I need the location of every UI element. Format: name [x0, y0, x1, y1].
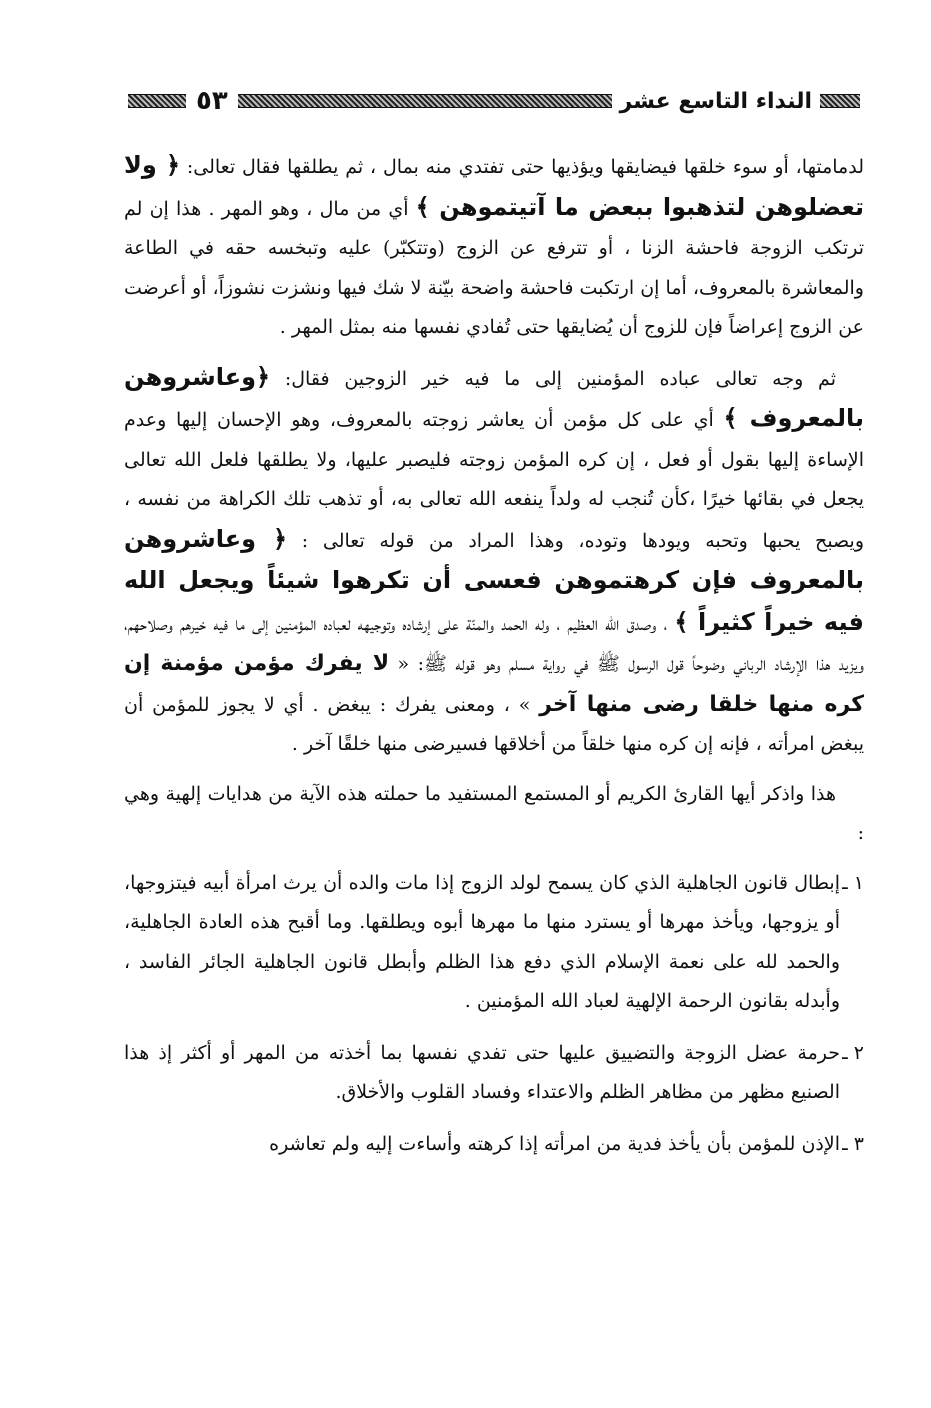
quran-verse-1: ﴿ ولا تعضلوهن لتذهبوا ببعض ما آتيتموهن ﴾	[124, 151, 865, 221]
paragraph-1	[124, 146, 864, 348]
quran-verse-2: ﴿وعاشروهن بالمعروف ﴾	[124, 362, 864, 432]
list-item-text: إبطال قانون الجاهلية الذي كان يسمح لولد الزوج إذا مات والده أن يرث امرأة أبيه فيتزوجها، أو يزوجها، ويأخذ مهرها أو يسترد منها ما مهرها أبوه ويطلقها. وما أقبح هذه العادة الجاهلية، والحمد لله على نعمة الإسلام الذي دفع هذا الظلم وأبطل قانون الجاهلية الجائر الفاسد ، وأبدله بقانون الرحمة الإلهية لعباد الله المؤمنين .	[124, 871, 840, 1012]
page-number: ٥٣	[196, 86, 228, 116]
header-ornament-bar-right	[820, 94, 860, 108]
paragraph-2-text-c: ، وصدق الله العظيم ، وله الحمد والمنّة على إرشاده وتوجيهه لعباده المؤمنين إلى ما فيه خيرهم وصلاحهم، ويزيد هذا الإرشاد الرباني وضوحاً قول الرسول ﷺ في رواية مسلم وهو قوله ﷺ: «	[124, 612, 864, 675]
list-item-number: ١ ـ	[842, 871, 864, 894]
paragraph-1-text-a: لدمامتها، أو سوء خلقها فيضايقها ويؤذيها حتى تفتدي منه بمال ، ثم يطلقها فقال تعالى:	[180, 156, 864, 178]
paragraph-2-text-b: أي على كل مؤمن أن يعاشر زوجته بالمعروف، وهو الإحسان إليها وعدم الإساءة إليها بقول أو فعل ، إن كره المؤمن زوجته فليصبر عليها، ولا يطلقها فلعل الله تعالى يجعل في بقائها خيرًا ،كأن تُنجب له ولداً ينفعه الله تعالى به، أو تذهب تلك الكراهة من نفسه ، ويصبح يحبها وتحبه ويودها وتوده، وهذا المراد من قوله تعالى :	[124, 409, 864, 552]
quran-verse-3: ﴿ وعاشروهن بالمعروف فإن كرهتموهن فعسى أن تكرهوا شيئاً ويجعل الله فيه خيراً كثيراً ﴾	[124, 524, 864, 636]
list-item	[124, 1125, 864, 1165]
hadith-quote: لا يفرك مؤمن مؤمنة إن كره منها خلقا رضى منها آخر	[124, 651, 864, 717]
paragraph-2-text-a: ثم وجه تعالى عباده المؤمنين إلى ما فيه خير الزوجين فقال:	[270, 367, 836, 390]
list-item	[124, 1034, 864, 1113]
list-item	[124, 864, 864, 1022]
paragraph-2	[124, 358, 864, 765]
list-item-text: الإذن للمؤمن بأن يأخذ فدية من امرأته إذا كرهته وأساءت إليه ولم تعاشره	[269, 1132, 840, 1155]
list-item-number: ٢ ـ	[842, 1041, 864, 1064]
running-header	[128, 84, 860, 118]
list-item-text: حرمة عضل الزوجة والتضييق عليها حتى تفدي نفسها بما أخذته من المهر أو أكثر إذ هذا الصنيع مظهر من مظاهر الظلم والاعتداء وفساد القلوب والأخلاق.	[124, 1041, 840, 1103]
header-ornament-bar-middle	[238, 94, 612, 108]
paragraph-3: هذا واذكر أيها القارئ الكريم أو المستمع المستفيد ما حملته هذه الآية من هدايات إلهية وهي :	[124, 782, 864, 844]
paragraph-1-text-b: أي من مال ، وهو المهر . هذا إن لم ترتكب الزوجة فاحشة الزنا ، أو تترفع عن الزوج (وتتكبّر) عليه وتبخسه حقه في الطاعة والمعاشرة بالمعروف، أما إن ارتكبت فاحشة واضحة بيّنة لا شك فيها ونشزت نشوزاً، أو أعرضت عن الزوج إعراضاً فإن للزوج أن يُضايقها حتى تُفادي نفسها منه بمثل المهر .	[124, 197, 864, 338]
list-item-number: ٣ ـ	[842, 1132, 864, 1155]
header-ornament-bar-left	[128, 94, 186, 108]
page-body	[124, 146, 864, 1176]
paragraph-2-text-d: » ، ومعنى يفرك : يبغض . أي لا يجوز للمؤمن أن يبغض امرأته ، فإنه إن كره منها خلقاً من أخلاقها فسيرضى منها خلقًا آخر .	[124, 693, 864, 755]
chapter-title: النداء التاسع عشر	[619, 88, 812, 114]
